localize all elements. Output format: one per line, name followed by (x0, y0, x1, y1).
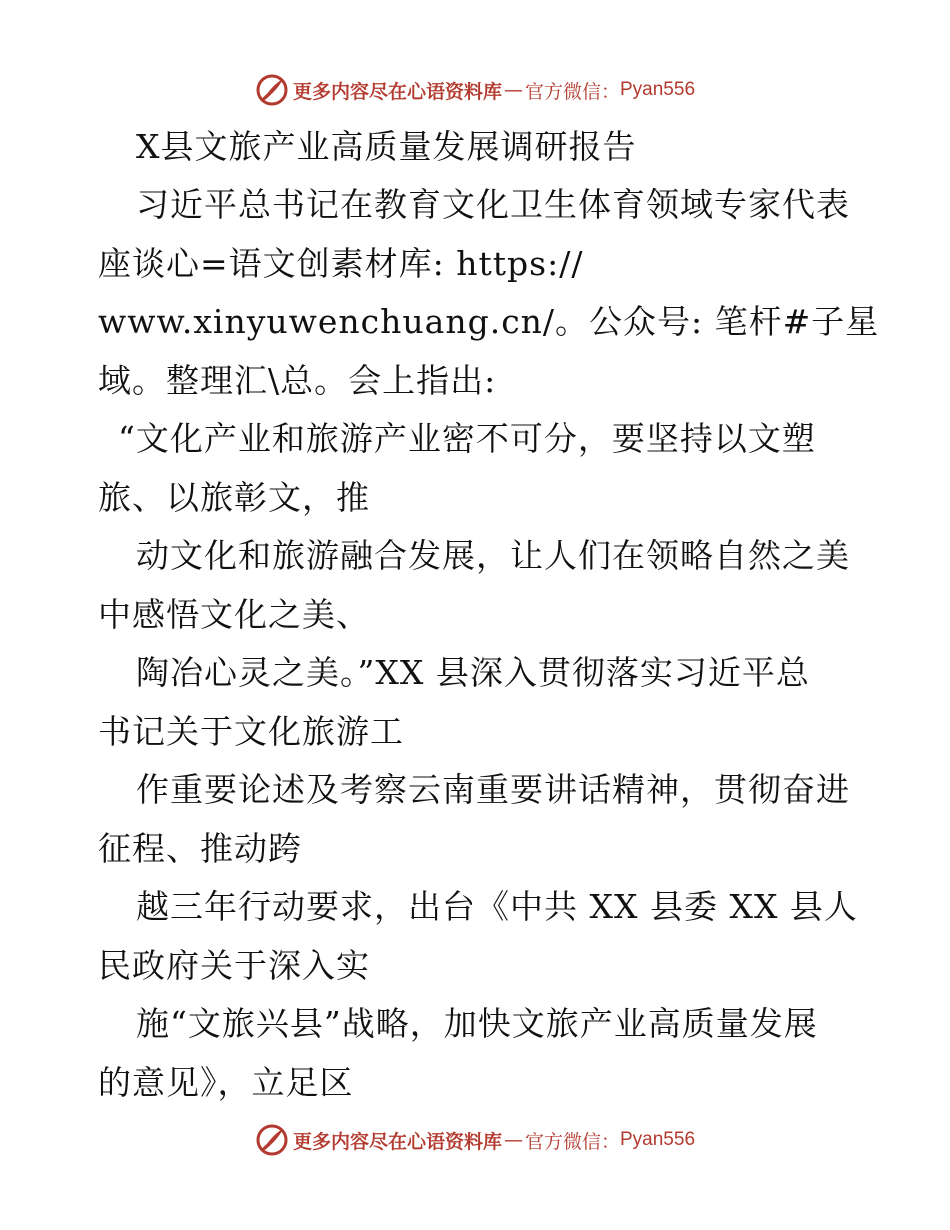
paragraph-line: www.xinyuwenchuang.cn/。公众号: 笔杆#子星 (98, 302, 880, 341)
paragraph-line: 动文化和旅游融合发展，让人们在领略自然之美 (136, 536, 850, 575)
wechat-label: 官方微信： (524, 1130, 620, 1153)
separator-dash: — (503, 79, 523, 101)
separator-dash: — (503, 1129, 523, 1151)
paragraph-line: 中感悟文化之美、 (98, 595, 370, 634)
paragraph-line: 习近平总书记在教育文化卫生体育领域专家代表 (136, 185, 850, 224)
footer-watermark-banner (0, 1120, 950, 1160)
feather-pen-logo-icon (255, 73, 289, 107)
brand-text: 更多内容尽在心语资料库 (292, 1130, 502, 1153)
wechat-label: 官方微信： (524, 80, 620, 103)
paragraph-line: 座谈心=语文创素材库: https:// (98, 244, 584, 283)
paragraph-line: 陶冶心灵之美。”XX 县深入贯彻落实习近平总 (136, 653, 810, 692)
document-title: X县文旅产业高质量发展调研报告 (136, 127, 637, 166)
header-watermark-banner (0, 70, 950, 110)
paragraph-line: 旅、以旅彰文，推 (98, 478, 370, 517)
paragraph-line: 作重要论述及考察云南重要讲话精神，贯彻奋进 (136, 770, 850, 809)
brand-text: 更多内容尽在心语资料库 (292, 80, 502, 103)
paragraph-line: 越三年行动要求，出台《中共 XX 县委 XX 县人 (136, 887, 858, 926)
paragraph-line: 民政府关于深入实 (98, 946, 370, 985)
feather-pen-logo-icon (255, 1123, 289, 1157)
paragraph-line: 域。整理汇\总。会上指出: (98, 361, 497, 400)
paragraph-line: 施“文旅兴县”战略，加快文旅产业高质量发展 (136, 1004, 818, 1043)
paragraph-line: 征程、推动跨 (98, 829, 302, 868)
paragraph-line: 的意见》，立足区 (98, 1063, 354, 1102)
paragraph-line: 书记关于文化旅游工 (98, 712, 404, 751)
wechat-id: Pyan556 (620, 1129, 696, 1150)
paragraph-line: “文化产业和旅游产业密不可分，要坚持以文塑 (118, 419, 816, 458)
wechat-id: Pyan556 (620, 79, 696, 100)
